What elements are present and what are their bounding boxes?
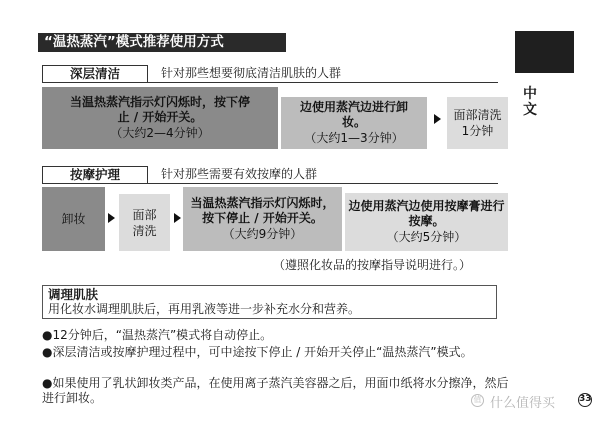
bullet-item-manual-stop: ●深层清洁或按摩护理过程中，可中途按下停止 / 开始开关停止“温热蒸汽”模式。 [42,345,473,359]
language-tab-block [515,31,574,73]
massage-step-2-title: 面部清洗 [132,207,157,238]
massage-step-1 [42,187,105,251]
massage-arrow-2 [174,213,181,223]
bullet-item-makeup-removal: ●如果使用了乳状卸妆类产品，在使用离子蒸汽美容器之后，用面巾纸将水分擦净，然后进行卸妆。 [42,376,509,405]
massage-step-2 [119,194,170,251]
deep-clean-step-1-duration: （大约2—4分钟） [110,126,210,140]
massage-arrow-1 [108,213,115,223]
massage-step-3-title: 当温热蒸汽指示灯闪烁时，按下停止 / 开始开关。 [190,196,335,225]
massage-step-4-title: 边使用蒸汽边使用按摩膏进行按摩。 [348,199,505,228]
deep-clean-arrow [434,114,441,124]
deep-clean-label: 深层清洁 [42,65,148,83]
deep-clean-step-2 [281,97,427,149]
massage-step-1-title: 卸妆 [61,212,86,226]
watermark-text: 什么值得买 [490,396,556,411]
massage-description: 针对那些需要有效按摩的人群 [161,167,318,181]
massage-step-4 [345,193,508,251]
deep-clean-step-3-duration: 1分钟 [461,124,494,138]
massage-step-4-duration: （大约5分钟） [386,230,467,244]
skin-care-title: 调理肌肤 [48,287,99,302]
deep-clean-step-1 [42,87,278,149]
deep-clean-step-2-duration: （大约1—3分钟） [304,131,404,145]
deep-clean-description: 针对那些想要彻底清洁肌肤的人群 [161,66,342,80]
deep-clean-step-2-title: 边使用蒸汽边进行卸妆。 [299,100,408,129]
watermark-icon: 值 [471,394,484,407]
massage-note: （遵照化妆品的按摩指导说明进行。） [273,258,472,272]
massage-step-3-duration: （大约9分钟） [222,227,303,241]
deep-clean-step-3 [447,97,508,149]
bullet-item-auto-stop: ●12分钟后，“温热蒸汽”模式将自动停止。 [42,328,273,342]
page-number: 33 [578,393,592,407]
deep-clean-step-3-title: 面部清洗 [453,108,502,122]
massage-step-3 [183,187,342,251]
language-tab-label: 中文 [523,86,537,118]
massage-label: 按摩护理 [42,166,148,184]
skin-care-text: 用化妆水调理肌肤后，再用乳液等进一步补充水分和营养。 [48,302,361,316]
section-title: “温热蒸汽”模式推荐使用方式 [38,33,286,52]
deep-clean-step-1-title: 当温热蒸汽指示灯闪烁时，按下停止 / 开始开关。 [69,95,250,124]
